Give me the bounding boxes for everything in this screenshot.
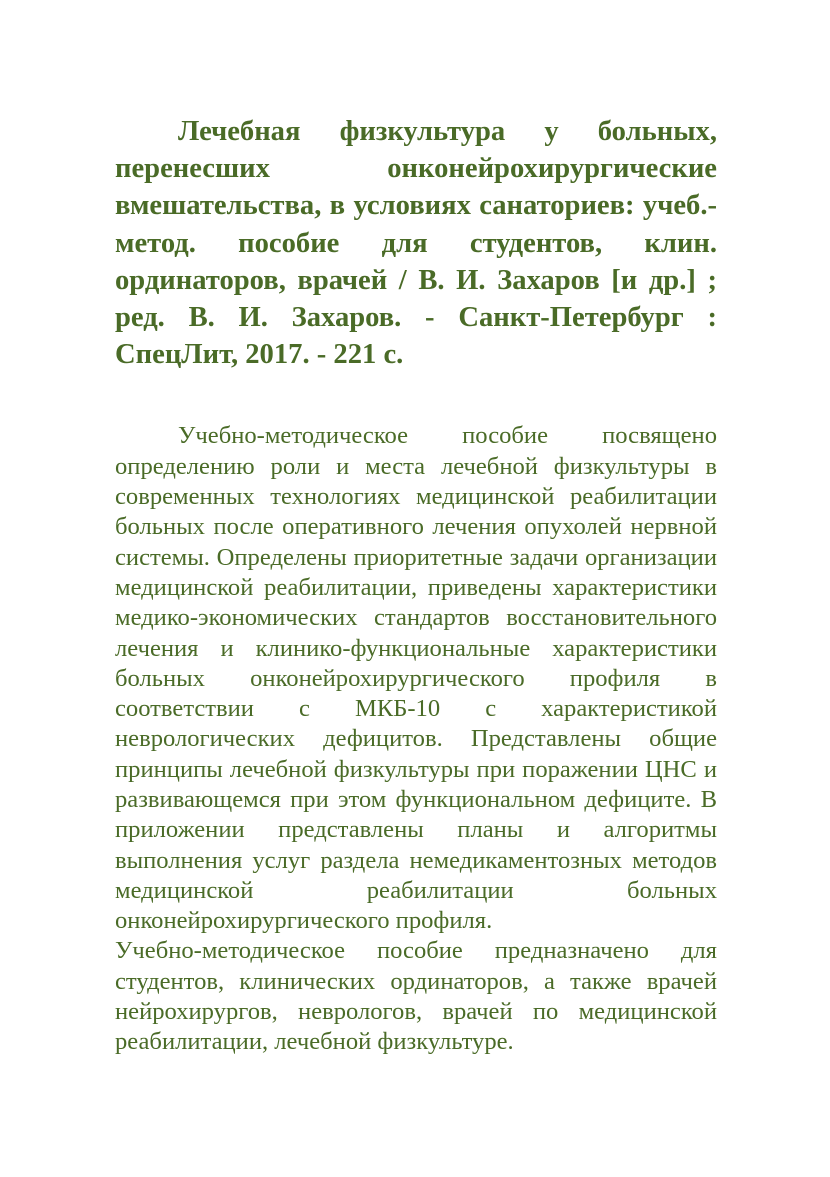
abstract-paragraph: Учебно-методическое пособие посвящено определению роли и места лечебной физкультуры в современных технологиях медицинской реабилитации больных после оперативного лечения опухолей нервной системы. Определены приоритетные задачи организации медицинской реабилитации, приведены характеристики медико-экономических стандартов восстановительного лечения и клинико-функциональные характеристики больных онконейрохирургического профиля в соответствии с МКБ-10 с характеристикой неврологических дефицитов. Представлены общие принципы лечебной физкультуры при поражении ЦНС и развивающемся при этом функциональном дефиците. В приложении представлены планы и алгоритмы выполнения услуг раздела немедикаментозных методов медицинской реабилитации больных онконейрохирургического профиля.: [115, 422, 717, 935]
book-citation-title: Лечебная физкультура у больных, перенесших онконейрохирургические вмешательства, в условиях санаториев: учеб.-метод. пособие для студентов, клин. ординаторов, врачей / В. И. Захаров [и др.] ; ред. В. И. Захаров. - Санкт-Петербург : СпецЛит, 2017. - 221 с.: [115, 116, 717, 371]
document-page: [115, 113, 717, 1058]
audience-paragraph: Учебно-методическое пособие предназначено для студентов, клинических ординаторов, а также врачей нейрохирургов, неврологов, врачей по медицинской реабилитации, лечебной физкультуре.: [115, 937, 717, 1056]
